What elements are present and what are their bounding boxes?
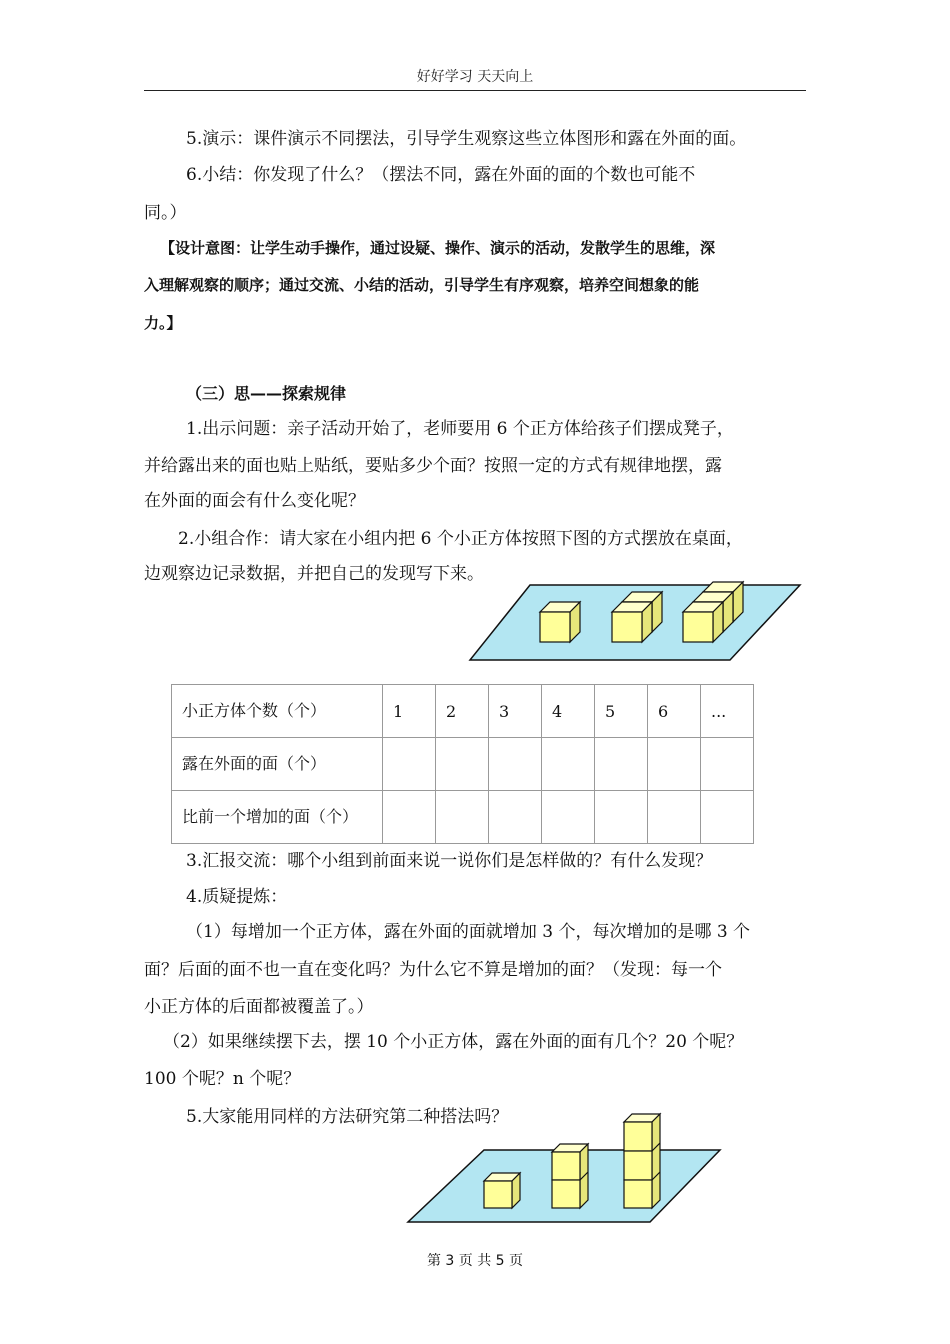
stack-1 bbox=[484, 1173, 520, 1208]
table-row bbox=[172, 738, 754, 791]
paragraph-demo: 5.演示：课件演示不同摆法，引导学生观察这些立体图形和露在外面的面。 bbox=[186, 129, 747, 149]
design-intent-line3: 力。】 bbox=[144, 314, 182, 332]
stack-2 bbox=[552, 1144, 588, 1208]
table-cell: 6 bbox=[648, 685, 701, 738]
table-cell bbox=[489, 791, 542, 844]
table-row bbox=[172, 791, 754, 844]
table-cell: ... bbox=[701, 685, 754, 738]
cube-group-1 bbox=[540, 602, 580, 642]
question-4: 4.质疑提炼： bbox=[186, 887, 288, 907]
table-cell: 3 bbox=[489, 685, 542, 738]
question-4-1-line2: 面？后面的面不也一直在变化吗？为什么它不算是增加的面？（发现：每一个 bbox=[144, 960, 722, 980]
table-row bbox=[172, 685, 754, 738]
section-heading: （三）思——探索规律 bbox=[186, 384, 347, 403]
table-cell: 4 bbox=[542, 685, 595, 738]
row-arrangement-figure bbox=[460, 575, 805, 665]
table-cell bbox=[436, 738, 489, 791]
row-label: 比前一个增加的面（个） bbox=[172, 791, 383, 844]
question-1-line1: 1.出示问题：亲子活动开始了，老师要用 6 个正方体给孩子们摆成凳子， bbox=[186, 419, 734, 439]
table-cell bbox=[701, 738, 754, 791]
table-cell bbox=[383, 738, 436, 791]
paragraph-summary-cont: 同。） bbox=[144, 203, 187, 223]
page-header: 好好学习 天天向上 bbox=[416, 69, 534, 85]
question-4-1-line1: （1）每增加一个正方体，露在外面的面就增加 3 个，每次增加的是哪 3 个 bbox=[186, 922, 751, 942]
table-cell: 5 bbox=[595, 685, 648, 738]
table-cell bbox=[436, 791, 489, 844]
table-cell bbox=[595, 791, 648, 844]
record-table bbox=[171, 684, 754, 844]
page-footer: 第 3 页 共 5 页 bbox=[426, 1253, 524, 1269]
row-label: 小正方体个数（个） bbox=[172, 685, 383, 738]
table-cell bbox=[383, 791, 436, 844]
paragraph-summary: 6.小结：你发现了什么？（摆法不同，露在外面的面的个数也可能不 bbox=[186, 165, 696, 185]
question-2-line1: 2.小组合作：请大家在小组内把 6 个小正方体按照下图的方式摆放在桌面， bbox=[178, 529, 743, 549]
question-5: 5.大家能用同样的方法研究第二种搭法吗？ bbox=[186, 1107, 509, 1127]
table-cell bbox=[701, 791, 754, 844]
table-cell bbox=[542, 791, 595, 844]
header-divider bbox=[144, 90, 806, 91]
question-1-line2: 并给露出来的面也贴上贴纸，要贴多少个面？按照一定的方式有规律地摆，露 bbox=[144, 456, 722, 476]
design-intent-line1: 【设计意图：让学生动手操作，通过设疑、操作、演示的活动，发散学生的思维，深 bbox=[160, 239, 716, 257]
question-4-2-line2: 100 个呢？n 个呢？ bbox=[144, 1069, 301, 1089]
stack-3 bbox=[624, 1114, 660, 1208]
table-cell: 2 bbox=[436, 685, 489, 738]
table-cell: 1 bbox=[383, 685, 436, 738]
stack-arrangement-figure bbox=[404, 1106, 726, 1226]
table-cell bbox=[648, 791, 701, 844]
table-cell bbox=[595, 738, 648, 791]
table-cell bbox=[489, 738, 542, 791]
question-1-line3: 在外面的面会有什么变化呢？ bbox=[144, 491, 365, 511]
question-4-2-line1: （2）如果继续摆下去，摆 10 个小正方体，露在外面的面有几个？20 个呢？ bbox=[163, 1032, 744, 1052]
question-3: 3.汇报交流：哪个小组到前面来说一说你们是怎样做的？有什么发现？ bbox=[186, 851, 713, 871]
question-2-line2: 边观察边记录数据，并把自己的发现写下来。 bbox=[144, 564, 484, 584]
question-4-1-line3: 小正方体的后面都被覆盖了。） bbox=[144, 997, 374, 1017]
table-cell bbox=[542, 738, 595, 791]
table-cell bbox=[648, 738, 701, 791]
row-label: 露在外面的面（个） bbox=[172, 738, 383, 791]
design-intent-line2: 入理解观察的顺序；通过交流、小结的活动，引导学生有序观察，培养空间想象的能 bbox=[144, 276, 700, 294]
